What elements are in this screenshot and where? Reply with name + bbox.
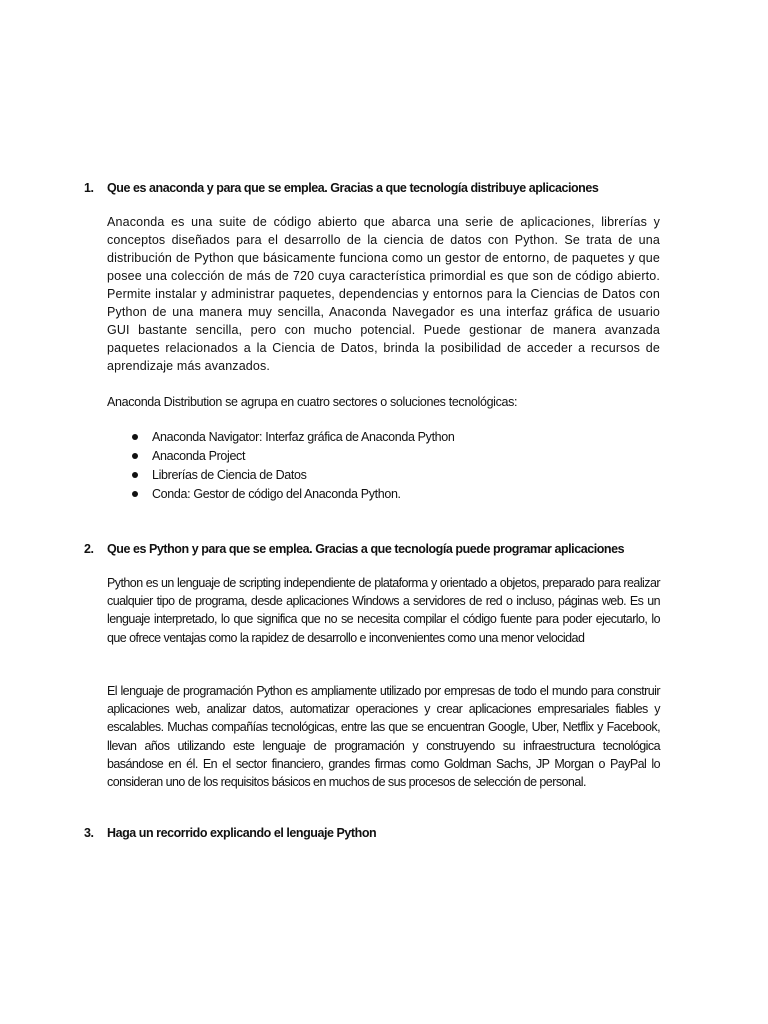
bullet-icon (132, 453, 138, 459)
technology-list (107, 428, 455, 504)
section-1-number: 1. (84, 181, 94, 195)
section-2-heading (84, 541, 624, 557)
list-item-text: Librerías de Ciencia de Datos (152, 468, 307, 482)
list-item-text: Anaconda Navigator: Interfaz gráfica de Anaconda Python (152, 430, 455, 444)
list-item-text: Anaconda Project (152, 449, 246, 463)
section-1-heading (84, 180, 598, 196)
section-2-paragraph-1: Python es un lenguaje de scripting independiente de plataforma y orientado a objetos, preparado para realizar cualquier tipo de programa, desde aplicaciones Windows a servidores de red o incluso, páginas web. Es un lenguaje interpretado, lo que significa que no se necesita compilar el código fuente para poder ejecutarlo, lo que ofrece ventajas como la rapidez de desarrollo e inconvenientes como una menor velocidad (107, 576, 660, 645)
list-item (107, 485, 455, 504)
section-3-title: Haga un recorrido explicando el lenguaje Python (107, 826, 377, 840)
section-3-number: 3. (84, 826, 94, 840)
section-3-heading (84, 825, 376, 841)
section-2-paragraph-2: El lenguaje de programación Python es ampliamente utilizado por empresas de todo el mundo para construir aplicaciones web, analizar datos, automatizar operaciones y crear aplicaciones empresariales fiables y escalables. Muchas compañías tecnológicas, entre las que se encuentran Google, Uber, Netflix y Facebook, llevan años utilizando este lenguaje de programación y construyendo su infraestructura tecnológica basándose en él. En el sector financiero, grandes firmas como Goldman Sachs, JP Morgan o PayPal lo consideran uno de los requisitos básicos en muchos de sus procesos de selección de personal. (107, 684, 660, 790)
bullet-icon (132, 434, 138, 440)
section-2-title: Que es Python y para que se emplea. Gracias a que tecnología puede programar aplicaciones (107, 542, 625, 556)
bullet-icon (132, 491, 138, 497)
list-item (107, 447, 455, 466)
list-item-text: Conda: Gestor de código del Anaconda Python. (152, 487, 401, 501)
list-item (107, 466, 455, 485)
section-1-paragraph-1: Anaconda es una suite de código abierto que abarca una serie de aplicaciones, librerías y conceptos diseñados para el desarrollo de la ciencia de datos con Python. Se trata de una distribución de Python que básicamente funciona como un gestor de entorno, de paquetes y que posee una colección de más de 720 cuya característica primordial es que son de código abierto. Permite instalar y administrar paquetes, dependencias y entornos para la Ciencias de Datos con Python de una manera muy sencilla, Anaconda Navegador es una interfaz gráfica de usuario GUI bastante sencilla, pero con mucho potencial. Puede gestionar de manera avanzada paquetes relacionados a la Ciencia de Datos, brinda la posibilidad de acceder a recursos de aprendizaje más avanzados. (107, 215, 660, 373)
section-1-paragraph-2: Anaconda Distribution se agrupa en cuatro sectores o soluciones tecnológicas: (107, 395, 518, 409)
list-item (107, 428, 455, 447)
section-2-number: 2. (84, 542, 94, 556)
bullet-icon (132, 472, 138, 478)
section-1-title: Que es anaconda y para que se emplea. Gracias a que tecnología distribuye aplicaciones (107, 181, 599, 195)
